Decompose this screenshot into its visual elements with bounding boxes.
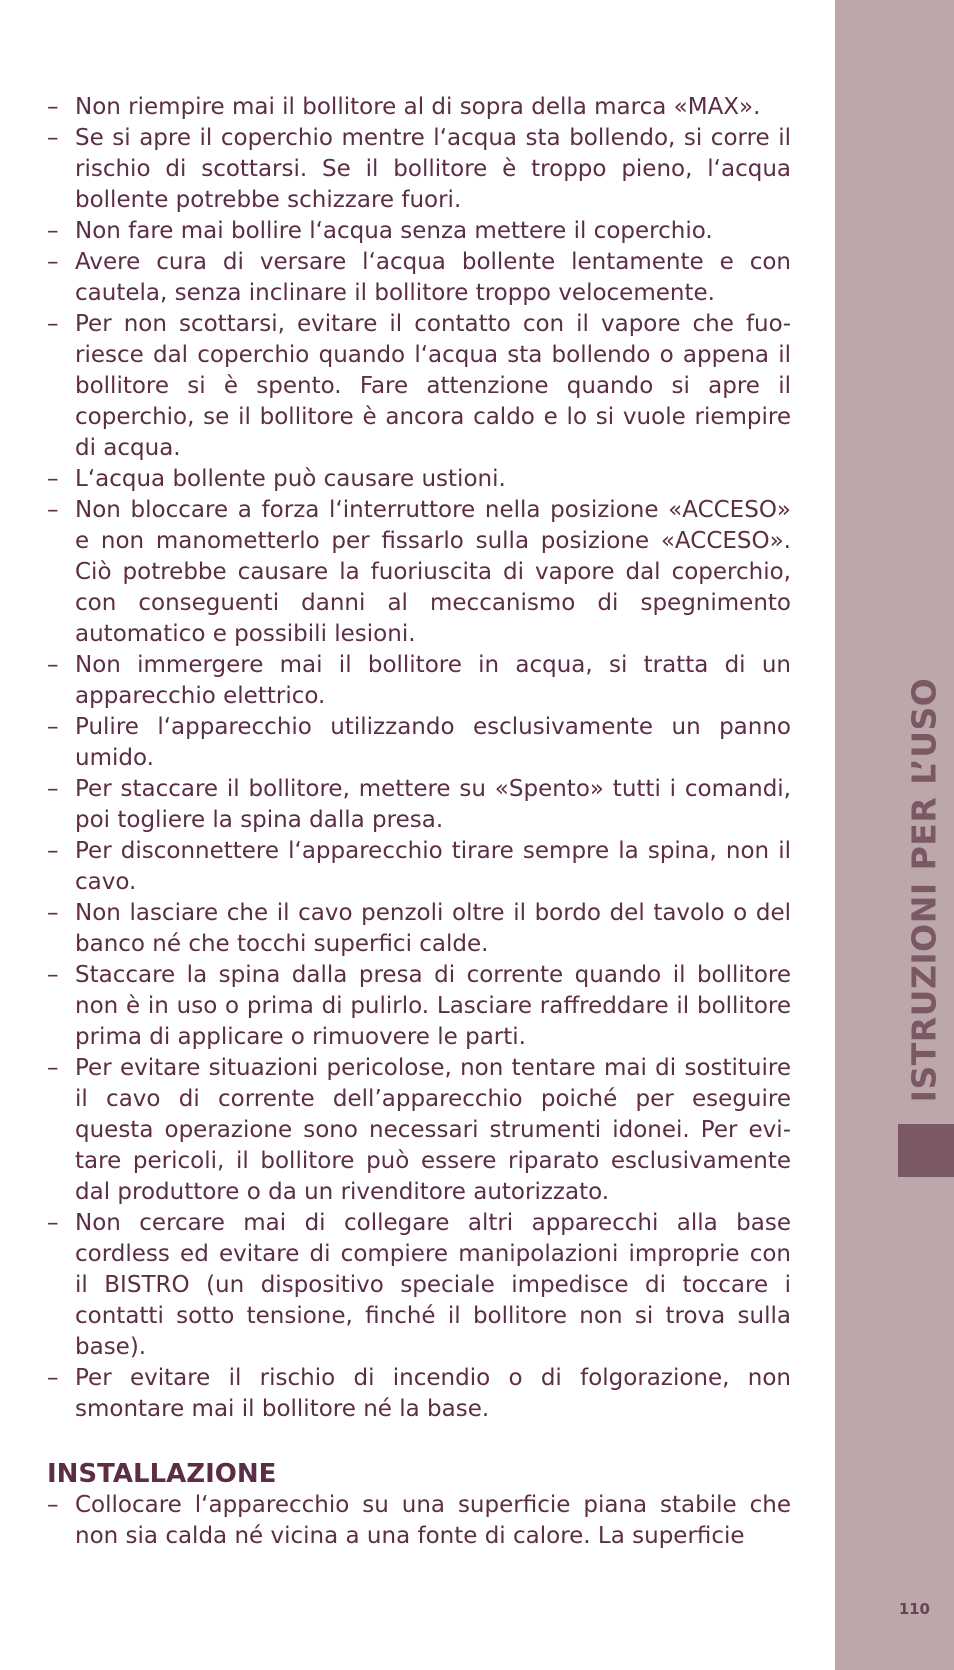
list-item-text: Non riempire mai il bollitore al di sopra della marca «MAX». xyxy=(75,94,761,120)
sidebar-section-title: ISTRUZIONI PER L’USO xyxy=(904,677,944,1103)
bullet-dash: – xyxy=(47,962,59,988)
list-item-text: Collocare l‘apparecchio su una superficie piana stabile che non sia calda né vicina a una fonte di calore. La superficie xyxy=(75,1492,791,1549)
list-item xyxy=(47,247,791,309)
list-item xyxy=(47,1208,791,1363)
bullet-dash: – xyxy=(47,125,59,151)
list-item xyxy=(47,92,791,123)
list-item-text: Staccare la spina dalla presa di corrente quando il bollitore non è in uso o prima di pulirlo. Lasciare raffreddare il bollitore prima di applicare o rimuovere le parti. xyxy=(75,962,791,1050)
bullet-dash: – xyxy=(47,714,59,740)
list-item xyxy=(47,309,791,464)
bullet-dash: – xyxy=(47,311,59,337)
list-item-text: Pulire l‘apparecchio utilizzando esclusivamente un panno umido. xyxy=(75,714,791,771)
list-item-text: Per staccare il bollitore, mettere su «Spento» tutti i comandi, poi togliere la spina dalla presa. xyxy=(75,776,791,833)
list-item xyxy=(47,1490,791,1552)
list-item xyxy=(47,774,791,836)
list-item-text: Non cercare mai di collegare altri apparecchi alla base cordless ed evitare di compiere manipolazioni improprie con il BISTRO (un dispositivo speciale impedisce di toccare i contatti sotto tensione, finché il bollitore non si trova sulla base). xyxy=(75,1210,791,1360)
list-item-text: Non bloccare a forza l‘interruttore nella posizione «ACCESO» e non manometterlo per fissarlo sulla posizione «ACCESO». Ciò potrebbe causare la fuoriuscita di vapore dal coperchio, con conseguenti danni al meccanismo di spegnimento automatico e possibili lesioni. xyxy=(75,497,791,647)
bullet-dash: – xyxy=(47,1492,59,1518)
bullet-dash: – xyxy=(47,1365,59,1391)
list-item xyxy=(47,836,791,898)
installation-list xyxy=(47,1490,791,1552)
list-item-text: Non fare mai bollire l‘acqua senza mettere il coperchio. xyxy=(75,218,713,244)
list-item xyxy=(47,1363,791,1425)
list-item-text: Per evitare il rischio di incendio o di folgorazione, non smontare mai il bollitore né la base. xyxy=(75,1365,791,1422)
list-item xyxy=(47,898,791,960)
list-item xyxy=(47,216,791,247)
bullet-dash: – xyxy=(47,249,59,275)
list-item xyxy=(47,464,791,495)
bullet-dash: – xyxy=(47,466,59,492)
bullet-dash: – xyxy=(47,1210,59,1236)
list-item-text: Non immergere mai il bollitore in acqua, si tratta di un apparecchio elettrico. xyxy=(75,652,791,709)
list-item-text: Per evitare situazioni pericolose, non tentare mai di sostituire il cavo di corrente dell’apparecchio poiché per eseguire questa operazione sono necessari strumenti idonei. Per evitare pericoli, il bollitore può essere riparato esclusivamente dal produttore o da un rivenditore autorizzato. xyxy=(75,1055,791,1205)
list-item-text: Se si apre il coperchio mentre l‘acqua sta bollendo, si corre il rischio di scottarsi. Se il bollitore è troppo pieno, l‘acqua bollente potrebbe schizzare fuori. xyxy=(75,125,791,213)
bullet-dash: – xyxy=(47,652,59,678)
list-item xyxy=(47,123,791,216)
list-item-text: Per disconnettere l‘apparecchio tirare sempre la spina, non il cavo. xyxy=(75,838,791,895)
list-item-text: Non lasciare che il cavo penzoli oltre il bordo del tavolo o del banco né che tocchi superfici calde. xyxy=(75,900,791,957)
bullet-dash: – xyxy=(47,900,59,926)
list-item xyxy=(47,495,791,650)
list-item xyxy=(47,960,791,1053)
bullet-dash: – xyxy=(47,1055,59,1081)
list-item xyxy=(47,650,791,712)
bullet-dash: – xyxy=(47,218,59,244)
sidebar-tab-marker xyxy=(898,1124,954,1177)
list-item-text: Per non scottarsi, evitare il contatto con il vapore che fuoriesce dal coperchio quando l‘acqua sta bollendo o appena il bollitore si è spento. Fare attenzione quando si apre il coperchio, se il bollitore è ancora caldo e lo si vuole riempire di acqua. xyxy=(75,311,791,461)
main-content xyxy=(47,92,791,1662)
bullet-dash: – xyxy=(47,94,59,120)
page-number: 110 xyxy=(898,1600,930,1618)
list-item xyxy=(47,1053,791,1208)
list-item-text: Avere cura di versare l‘acqua bollente lentamente e con cautela, senza inclinare il bollitore troppo velocemente. xyxy=(75,249,791,306)
bullet-dash: – xyxy=(47,838,59,864)
warnings-list xyxy=(47,92,791,1425)
bullet-dash: – xyxy=(47,776,59,802)
bullet-dash: – xyxy=(47,497,59,523)
section-heading-installation: INSTALLAZIONE xyxy=(47,1459,277,1489)
list-item xyxy=(47,712,791,774)
list-item-text: L‘acqua bollente può causare ustioni. xyxy=(75,466,506,492)
